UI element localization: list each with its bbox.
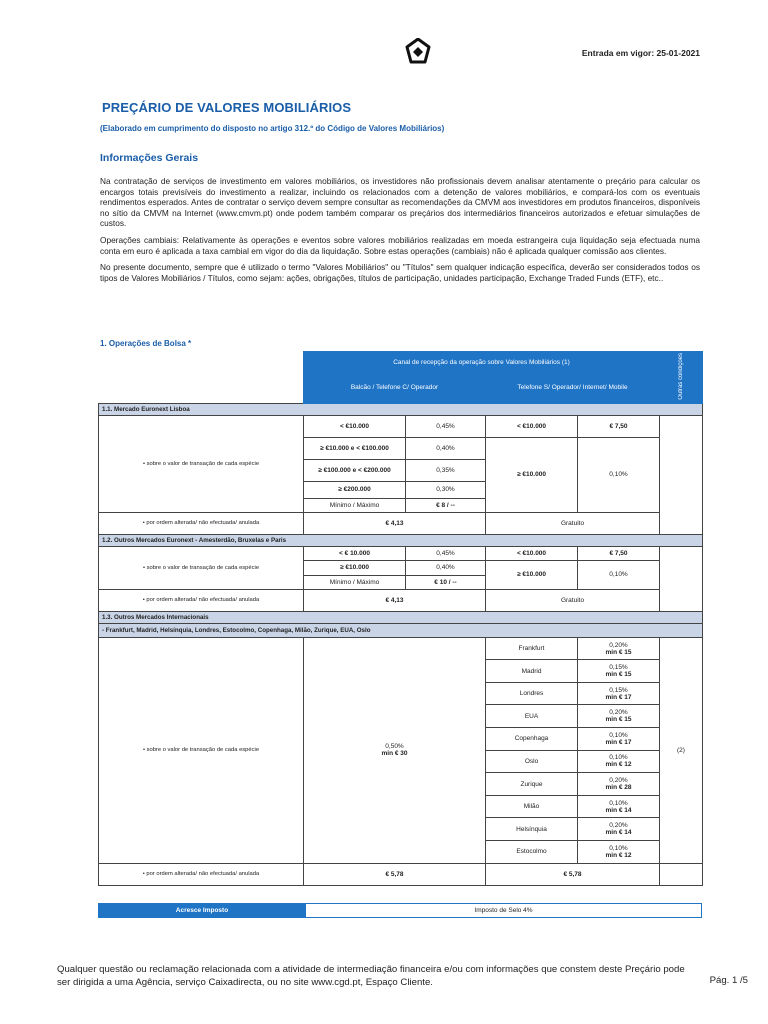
pricing-table xyxy=(98,351,703,886)
other-conditions-header: Outras condições xyxy=(660,352,703,404)
market-name: Helsínquia xyxy=(486,818,578,841)
pct-cell: 0,40% xyxy=(406,560,486,575)
range-cell: ≥ €10.000 xyxy=(304,560,406,575)
net-range-cell: ≥ €10.000 xyxy=(486,437,578,512)
ordem-net: € 5,78 xyxy=(486,863,660,885)
band-international-markets: - Frankfurt, Madrid, Helsínquia, Londres, Estocolmo, Copenhaga, Milão, Zurique, EUA, Oslo xyxy=(99,623,703,637)
market-name: Estocolmo xyxy=(486,841,578,864)
ordem-balcao: € 4,13 xyxy=(304,589,486,611)
market-fee: 0,20% min € 15 xyxy=(578,705,660,728)
intl-balcao-cell xyxy=(304,637,486,863)
row-label: • sobre o valor de transação de cada espécie xyxy=(99,546,304,589)
intl-balcao-pct: 0,50% xyxy=(385,743,404,751)
page-title: PREÇÁRIO DE VALORES MOBILIÁRIOS xyxy=(102,100,352,115)
market-fee: 0,20% min € 14 xyxy=(578,818,660,841)
net-range-cell: ≥ €10.000 xyxy=(486,560,578,589)
market-name: Milão xyxy=(486,795,578,818)
minmax-label: Mínimo / Máximo xyxy=(304,575,406,589)
section-heading-info: Informações Gerais xyxy=(100,152,199,164)
market-fee: 0,20% min € 28 xyxy=(578,773,660,796)
market-fee: 0,10% min € 17 xyxy=(578,728,660,751)
net-range-cell: < €10.000 xyxy=(486,546,578,560)
pct-cell: 0,40% xyxy=(406,437,486,459)
pct-cell: 0,35% xyxy=(406,459,486,481)
market-fee: 0,10% min € 14 xyxy=(578,795,660,818)
minmax-value: € 8 / -- xyxy=(406,498,486,512)
band-international: 1.3. Outros Mercados Internacionais xyxy=(99,611,703,623)
market-name: EUA xyxy=(486,705,578,728)
tax-table xyxy=(98,903,702,918)
market-name: Frankfurt xyxy=(486,637,578,660)
ordem-balcao: € 5,78 xyxy=(304,863,486,885)
row-label: • sobre o valor de transação de cada espécie xyxy=(99,637,304,863)
net-value-cell: € 7,50 xyxy=(578,415,660,437)
band-euronext: 1.2. Outros Mercados Euronext - Amesterdão, Bruxelas e Paris xyxy=(99,534,703,546)
paragraph: No presente documento, sempre que é utilizado o termo "Valores Mobiliários" ou "Títulos" sem qualquer indicação específica, deverão ser considerados todos os tipos de Valores Mobiliários / Títulos, como sejam: ações, obrigações, títulos de participação, unidades participação, Exchange Traded Funds (ETF), etc.. xyxy=(100,262,700,283)
row-label: • sobre o valor de transação de cada espécie xyxy=(99,415,304,512)
page-subtitle: (Elaborado em cumprimento do disposto no artigo 312.º do Código de Valores Mobiliários) xyxy=(100,124,445,133)
market-fee: 0,10% min € 12 xyxy=(578,750,660,773)
market-name: Zurique xyxy=(486,773,578,796)
minmax-value: € 10 / -- xyxy=(406,575,486,589)
ordem-net: Gratuito xyxy=(486,512,660,534)
range-cell: < €10.000 xyxy=(304,415,406,437)
paragraph: Na contratação de serviços de investimento em valores mobiliários, os investidores não profissionais devem analisar atentamente o preçário para calcular os encargos totais previsíveis do investimento a realizar, incluindo os relacionados com a detenção de valores mobiliários, e compará-los com os eventuais rendimentos esperados. Antes de contratar o serviço devem sempre consultar as recomendações da CMVM aos investidores em produtos financeiros, disponíveis no sítio da CMVM na Internet (www.cmvm.pt) onde podem também comparar os preçários dos intermediários financeiros autorizados e efetuar simulações de custos. xyxy=(100,176,700,229)
market-name: Madrid xyxy=(486,660,578,683)
net-value-cell: € 7,50 xyxy=(578,546,660,560)
row-label: • por ordem alterada/ não efectuada/ anulada xyxy=(99,512,304,534)
market-name: Copenhaga xyxy=(486,728,578,751)
range-cell: ≥ €10.000 e < €100.000 xyxy=(304,437,406,459)
branch-header: Balcão / Telefone C/ Operador xyxy=(304,373,486,404)
row-label: • por ordem alterada/ não efectuada/ anulada xyxy=(99,589,304,611)
range-cell: < € 10.000 xyxy=(304,546,406,560)
ordem-net: Gratuito xyxy=(486,589,660,611)
pct-cell: 0,30% xyxy=(406,481,486,498)
effective-date: Entrada em vigor: 25-01-2021 xyxy=(581,48,700,58)
intro-text xyxy=(100,176,700,289)
note-cell: (2) xyxy=(660,637,703,863)
market-name: Oslo xyxy=(486,750,578,773)
minmax-label: Mínimo / Máximo xyxy=(304,498,406,512)
ordem-balcao: € 4,13 xyxy=(304,512,486,534)
market-fee: 0,10% min € 12 xyxy=(578,841,660,864)
market-fee: 0,15% min € 17 xyxy=(578,682,660,705)
band-lisboa: 1.1. Mercado Euronext Lisboa xyxy=(99,403,703,415)
page-number: Pág. 1 /5 xyxy=(709,975,748,986)
pct-cell: 0,45% xyxy=(406,546,486,560)
paragraph: Operações cambiais: Relativamente às operações e eventos sobre valores mobiliários realizadas em moeda estrangeira cuja liquidação seja efectuada numa conta em euro é aplicada a taxa cambial em vigor do dia da liquidação. Sobre estas operações (cambiais) não é aplicada qualquer comissão aos clientes. xyxy=(100,234,700,256)
net-range-cell: < €10.000 xyxy=(486,415,578,437)
tax-value: Imposto de Selo 4% xyxy=(306,904,702,918)
channel-header: Canal de recepção da operação sobre Valores Mobiliários (1) xyxy=(304,352,660,373)
tax-label: Acresce Imposto xyxy=(99,904,306,918)
market-name: Londres xyxy=(486,682,578,705)
intl-balcao-min: min € 30 xyxy=(381,750,408,758)
market-fee: 0,20% min € 15 xyxy=(578,637,660,660)
section-heading-operations: 1. Operações de Bolsa * xyxy=(100,339,192,348)
row-label: • por ordem alterada/ não efectuada/ anulada xyxy=(99,863,304,885)
range-cell: ≥ €100.000 e < €200.000 xyxy=(304,459,406,481)
footer-text: Qualquer questão ou reclamação relacionada com a atividade de intermediação financeira e/ou com informações que constem deste Preçário pode ser dirigida a uma Agência, serviço Caixadirecta, ou no site www.cgd.pt, Espaço Cliente. xyxy=(57,964,685,988)
market-fee: 0,15% min € 15 xyxy=(578,660,660,683)
net-pct-cell: 0,10% xyxy=(578,437,660,512)
bank-logo-icon xyxy=(405,38,431,64)
pct-cell: 0,45% xyxy=(406,415,486,437)
range-cell: ≥ €200.000 xyxy=(304,481,406,498)
internet-header: Telefone S/ Operador/ Internet/ Mobile xyxy=(486,373,660,404)
net-pct-cell: 0,10% xyxy=(578,560,660,589)
